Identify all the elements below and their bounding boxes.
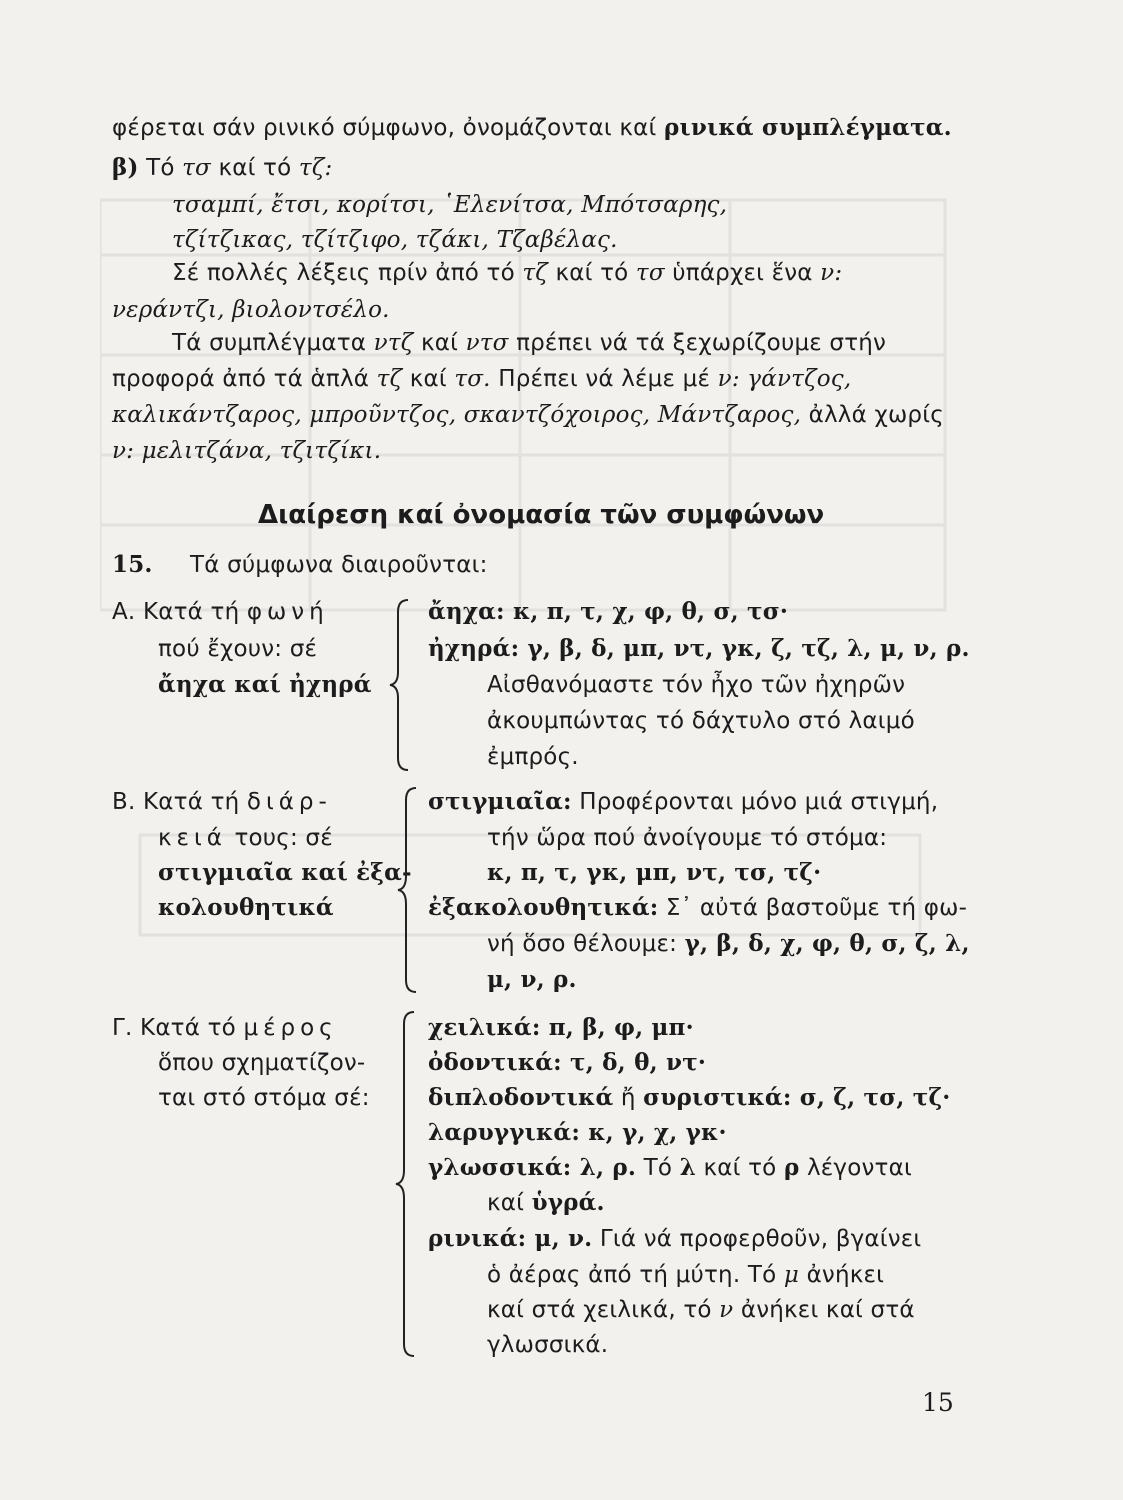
- paragraph-clusters-line-2: προφορά ἀπό τά ἁπλά τζ καί τσ. Πρέπει νά λέμε μέ ν: γάντζος,: [112, 366, 852, 392]
- group-b-left-2: κειά τους: σέ: [158, 825, 333, 851]
- group-b-left-3: στιγμιαῖα καί ἐξα-: [158, 859, 412, 886]
- group-b-left-1: Β. Κατά τή διάρ-: [112, 789, 332, 815]
- group-c-brace: [392, 1010, 422, 1360]
- group-c-nasals-line-4: γλωσσικά.: [487, 1332, 609, 1358]
- group-b-continuants-line-1: ἐξακολουθητικά: Σ᾽ αὐτά βαστοῦμε τή φω-: [428, 894, 968, 921]
- group-a-left-1: Α. Κατά τή φωνή: [112, 599, 329, 625]
- paragraph-clusters-line-4: ν: μελιτζάνα, τζιτζίκι.: [112, 438, 382, 464]
- section-b-marker: β): [112, 154, 139, 181]
- group-c-left-1: Γ. Κατά τό μέρος: [112, 1015, 338, 1041]
- group-a-voiceless: ἄηχα: κ, π, τ, χ, φ, θ, σ, τσ·: [428, 598, 789, 625]
- group-a-note-3: ἐμπρός.: [487, 744, 579, 770]
- group-c-velars: λαρυγγικά: κ, γ, χ, γκ·: [428, 1119, 727, 1146]
- group-b-continuants-line-2: νή ὅσο θέλουμε: γ, β, δ, χ, φ, θ, σ, ζ, λ,: [487, 930, 970, 957]
- group-c-liquids: καί ὑγρά.: [487, 1189, 605, 1216]
- paragraph-number: 15.: [112, 551, 153, 578]
- paragraph-n-before: Σέ πολλές λέξεις πρίν ἀπό τό τζ καί τό τσ ὑπάρχει ἕνα ν:: [172, 260, 843, 286]
- group-b-stops-line-2: τήν ὥρα πού ἀνοίγουμε τό στόμα:: [487, 825, 888, 851]
- group-c-sibilants: διπλοδοντικά ἤ συριστικά: σ, ζ, τσ, τζ·: [428, 1084, 951, 1111]
- examples-line-2: τζίτζικας, τζίτζιφο, τζάκι, Τζαβέλας.: [172, 227, 618, 253]
- intro-line: [112, 113, 952, 143]
- group-b-stops-items: κ, π, τ, γκ, μπ, ντ, τσ, τζ·: [487, 859, 822, 886]
- section-b-heading: β) Τό τσ καί τό τζ:: [112, 154, 333, 181]
- group-b-brace: [394, 786, 424, 996]
- intro-text: φέρεται σάν ρινικό σύμφωνο, ὀνομάζονται καί: [112, 115, 665, 141]
- group-c-linguals: γλωσσικά: λ, ρ. Τό λ καί τό ρ λέγονται: [428, 1154, 912, 1181]
- group-a-note-2: ἀκουμπώντας τό δάχτυλο στό λαιμό: [487, 708, 915, 734]
- group-c-left-2: ὅπου σχηματίζον-: [158, 1050, 366, 1076]
- paragraph-n-examples: νεράντζι, βιολοντσέλο.: [112, 297, 390, 323]
- group-c-labials: χειλικά: π, β, φ, μπ·: [428, 1014, 694, 1041]
- section-heading: Διαίρεση καί ὀνομασία τῶν συμφώνων: [258, 500, 825, 530]
- paragraph-clusters-line-1: Τά συμπλέγματα ντζ καί ντσ πρέπει νά τά ξεχωρίζουμε στήν: [172, 330, 887, 356]
- group-a-voiced: ἠχηρά: γ, β, δ, μπ, ντ, γκ, ζ, τζ, λ, μ, ν, ρ.: [428, 635, 970, 662]
- group-b-continuants-line-3: μ, ν, ρ.: [487, 966, 577, 993]
- paragraph-15-text: Τά σύμφωνα διαιροῦνται:: [190, 552, 488, 578]
- intro-bold-term: ρινικά συμπλέγματα.: [664, 114, 952, 141]
- group-a-left-2: πού ἔχουν: σέ: [158, 636, 318, 662]
- group-c-dentals: ὀδοντικά: τ, δ, θ, ντ·: [428, 1049, 707, 1076]
- group-c-left-3: ται στό στόμα σέ:: [158, 1085, 370, 1111]
- examples-line-1: τσαμπί, ἔτσι, κορίτσι, ῾Ελενίτσα, Μπότσαρης,: [172, 192, 728, 218]
- paragraph-clusters-line-3: καλικάντζαρος, μπροῦντζος, σκαντζόχοιρος, Μάντζαρος, ἀλλά χωρίς: [112, 402, 944, 428]
- group-a-note-1: Αἰσθανόμαστε τόν ἦχο τῶν ἠχηρῶν: [487, 672, 906, 698]
- page-number: 15: [922, 1388, 954, 1417]
- group-c-nasals-line-1: ρινικά: μ, ν. Γιά νά προφερθοῦν, βγαίνει: [428, 1225, 922, 1252]
- group-c-nasals-line-3: καί στά χειλικά, τό ν ἀνήκει καί στά: [487, 1297, 915, 1323]
- group-a-left-3: ἄηχα καί ἠχηρά: [158, 671, 372, 698]
- group-b-stops-line-1: στιγμιαῖα: Προφέρονται μόνο μιά στιγμή,: [428, 788, 939, 815]
- paragraph-15: [112, 550, 488, 580]
- group-b-left-4: κολουθητικά: [158, 894, 334, 921]
- group-c-nasals-line-2: ὁ ἀέρας ἀπό τή μύτη. Τό μ ἀνήκει: [487, 1262, 885, 1288]
- group-a-brace: [386, 598, 416, 773]
